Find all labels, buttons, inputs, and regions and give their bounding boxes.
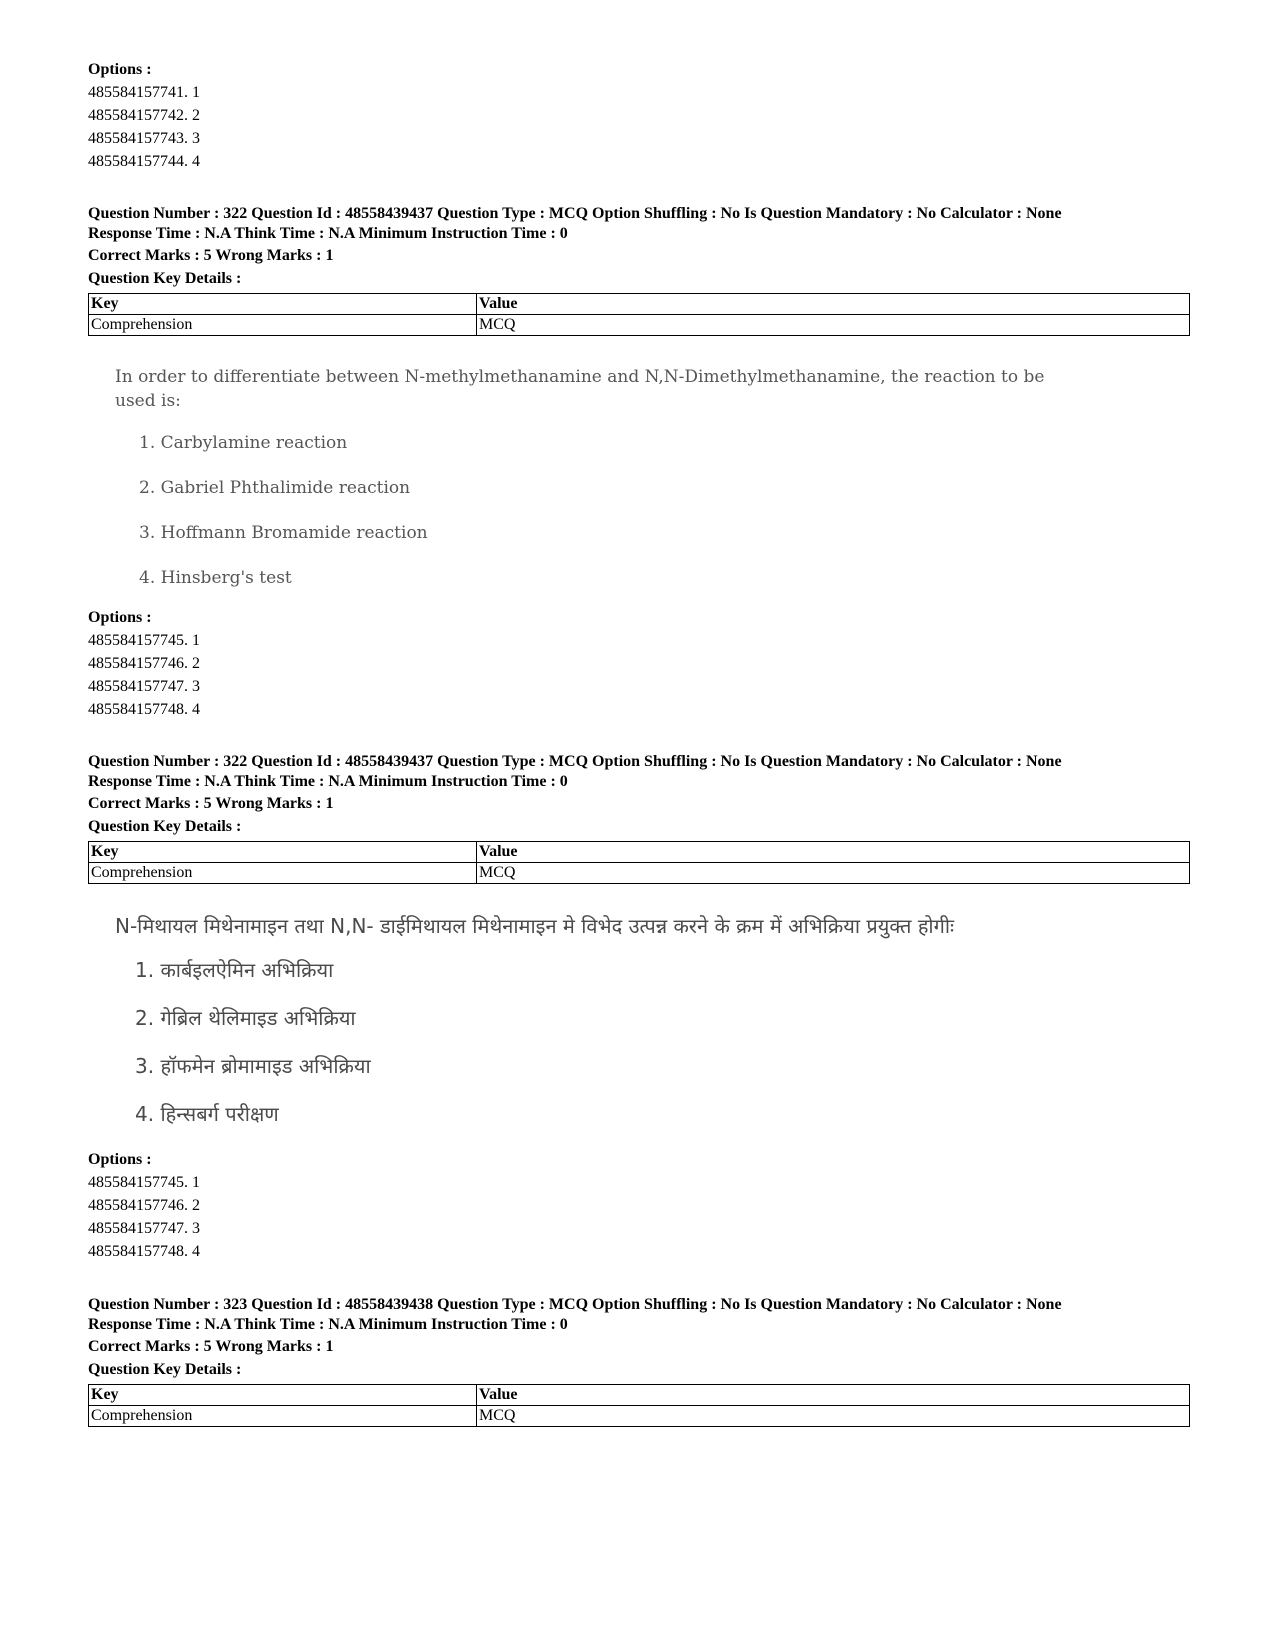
question-body-english bbox=[115, 365, 1044, 601]
options-label: Options : bbox=[88, 609, 152, 626]
option-item: 485584157748. 4 bbox=[88, 701, 200, 718]
table-cell-value: MCQ bbox=[477, 1406, 1190, 1427]
question-stem: N-मिथायल मिथेनामाइन तथा N,N- डाईमिथायल मिथेनामाइन मे विभेद उत्पन्न करने के क्रम में अभिक्रिया प्रयुक्त होगीः bbox=[115, 914, 955, 938]
option-item: 485584157747. 3 bbox=[88, 1220, 200, 1237]
option-item: 485584157746. 2 bbox=[88, 1197, 200, 1214]
question-meta-line: Question Number : 322 Question Id : 48558439437 Question Type : MCQ Option Shuffling : No Is Question Mandatory : No Calculator : None bbox=[88, 205, 1062, 222]
question-header-1 bbox=[88, 204, 1188, 336]
table-cell-key: Comprehension bbox=[89, 1406, 477, 1427]
table-header-key: Key bbox=[89, 1385, 477, 1406]
option-item: 485584157741. 1 bbox=[88, 84, 200, 101]
table-cell-value: MCQ bbox=[477, 863, 1190, 884]
question-stem: used is: bbox=[115, 391, 181, 411]
table-header-key: Key bbox=[89, 842, 477, 863]
question-marks: Correct Marks : 5 Wrong Marks : 1 bbox=[88, 1338, 334, 1355]
options-label: Options : bbox=[88, 61, 152, 78]
question-marks: Correct Marks : 5 Wrong Marks : 1 bbox=[88, 247, 334, 264]
choice-item: 4. Hinsberg's test bbox=[139, 568, 292, 588]
options-section-0 bbox=[88, 58, 1188, 173]
question-stem: In order to differentiate between N-methylmethanamine and N,N-Dimethylmethanamine, the reaction to be bbox=[115, 367, 1045, 387]
options-section-2 bbox=[88, 1148, 1188, 1263]
table-cell-key: Comprehension bbox=[89, 315, 477, 336]
question-body-hindi bbox=[115, 914, 954, 1138]
question-meta-line: Question Number : 323 Question Id : 48558439438 Question Type : MCQ Option Shuffling : No Is Question Mandatory : No Calculator : None bbox=[88, 1296, 1062, 1313]
question-timing-line: Response Time : N.A Think Time : N.A Minimum Instruction Time : 0 bbox=[88, 773, 568, 790]
option-item: 485584157747. 3 bbox=[88, 678, 200, 695]
table-header-key: Key bbox=[89, 294, 477, 315]
question-header-3 bbox=[88, 1295, 1188, 1427]
choice-item: 1. कार्बइलऐमिन अभिक्रिया bbox=[135, 958, 334, 982]
choice-item: 1. Carbylamine reaction bbox=[139, 433, 348, 453]
choice-item: 3. Hoffmann Bromamide reaction bbox=[139, 523, 428, 543]
key-details-label: Question Key Details : bbox=[88, 818, 242, 835]
key-details-label: Question Key Details : bbox=[88, 1361, 242, 1378]
question-marks: Correct Marks : 5 Wrong Marks : 1 bbox=[88, 795, 334, 812]
option-item: 485584157745. 1 bbox=[88, 1174, 200, 1191]
key-details-table bbox=[88, 841, 1190, 884]
option-item: 485584157746. 2 bbox=[88, 655, 200, 672]
question-header-2 bbox=[88, 752, 1188, 884]
table-cell-value: MCQ bbox=[477, 315, 1190, 336]
option-item: 485584157744. 4 bbox=[88, 153, 200, 170]
table-cell-key: Comprehension bbox=[89, 863, 477, 884]
options-section-1 bbox=[88, 606, 1188, 721]
choice-item: 4. हिन्सबर्ग परीक्षण bbox=[135, 1102, 279, 1126]
choice-item: 2. Gabriel Phthalimide reaction bbox=[139, 478, 411, 498]
choice-item: 3. हॉफमेन ब्रोमामाइड अभिक्रिया bbox=[135, 1054, 371, 1078]
question-timing-line: Response Time : N.A Think Time : N.A Minimum Instruction Time : 0 bbox=[88, 225, 568, 242]
option-item: 485584157748. 4 bbox=[88, 1243, 200, 1260]
table-header-value: Value bbox=[477, 294, 1190, 315]
question-timing-line: Response Time : N.A Think Time : N.A Minimum Instruction Time : 0 bbox=[88, 1316, 568, 1333]
key-details-table bbox=[88, 1384, 1190, 1427]
table-header-value: Value bbox=[477, 842, 1190, 863]
option-item: 485584157743. 3 bbox=[88, 130, 200, 147]
option-item: 485584157745. 1 bbox=[88, 632, 200, 649]
options-label: Options : bbox=[88, 1151, 152, 1168]
table-header-value: Value bbox=[477, 1385, 1190, 1406]
key-details-table bbox=[88, 293, 1190, 336]
choice-item: 2. गेब्रिल थेलिमाइड अभिक्रिया bbox=[135, 1006, 356, 1030]
option-item: 485584157742. 2 bbox=[88, 107, 200, 124]
key-details-label: Question Key Details : bbox=[88, 270, 242, 287]
question-meta-line: Question Number : 322 Question Id : 48558439437 Question Type : MCQ Option Shuffling : No Is Question Mandatory : No Calculator : None bbox=[88, 753, 1062, 770]
